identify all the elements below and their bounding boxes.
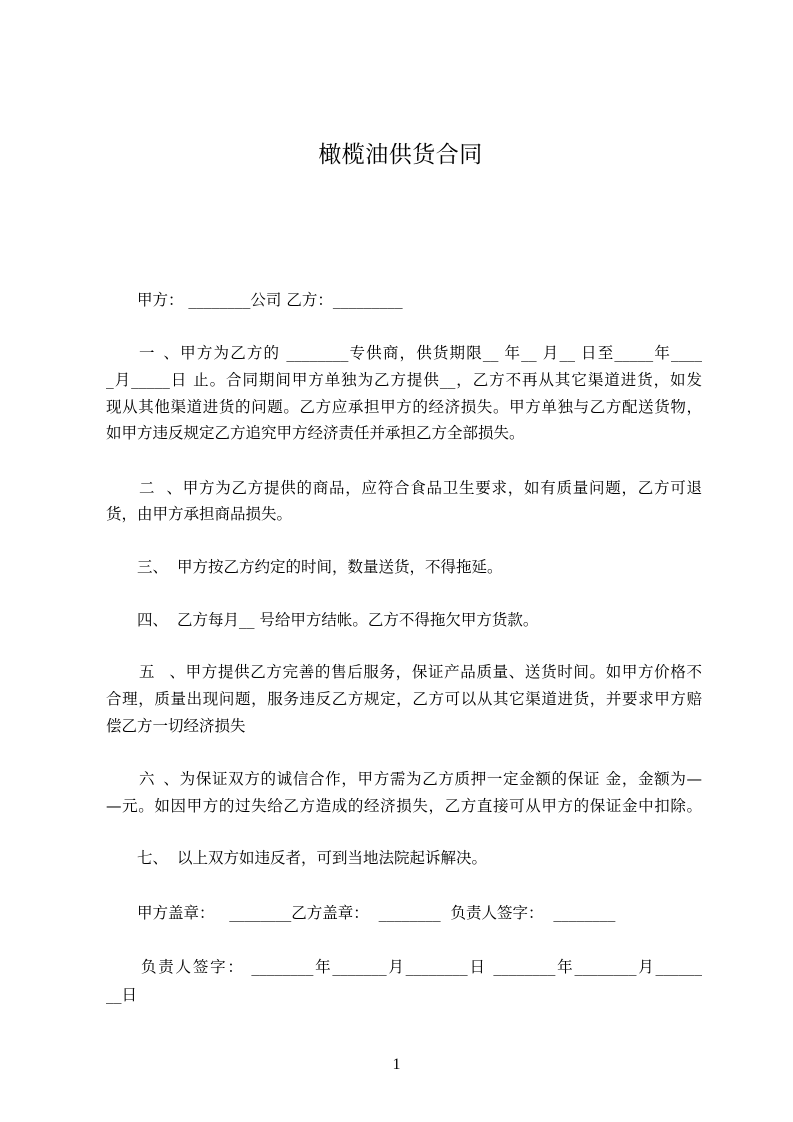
clause-first-line xyxy=(137,607,538,633)
signature-line: 甲方盖章： ________乙方盖章： ________ 负责人签字： ________ xyxy=(137,904,616,922)
date-line: 负责人签字： ________年_______月________日 ________年________月______ xyxy=(141,958,702,976)
clause-line: 偿乙方一切经济损失 xyxy=(106,717,246,735)
clause-first-line xyxy=(139,475,702,501)
clause-line: _月_____日 止。合同期间甲方单独为乙方提供__，乙方不再从其它渠道进货，如发 xyxy=(106,371,702,389)
clause-first-line xyxy=(137,845,487,871)
clause-first-line xyxy=(137,554,503,580)
clause-line: 现从其他渠道进货的问题。乙方应承担甲方的经济损失。甲方单独与乙方配送货物， xyxy=(106,398,702,416)
clause-text: 甲方为乙方提供的商品，应符合食品卫生要求，如有质量问题，乙方可退 xyxy=(182,479,702,497)
clause-text: 乙方每月__ 号给甲方结帐。乙方不得拖欠甲方货款。 xyxy=(177,611,539,629)
parties-line: 甲方： ________公司 乙方：_________ xyxy=(137,291,403,309)
clause-number: 三、 xyxy=(137,558,169,576)
clause-first-line xyxy=(139,659,702,685)
clause-text: 以上双方如违反者，可到当地法院起诉解决。 xyxy=(177,849,488,867)
clause-number: 五、 xyxy=(139,663,185,681)
page-number: 1 xyxy=(392,1056,401,1073)
clause-line: 如甲方违反规定乙方追究甲方经济责任并承担乙方全部损失。 xyxy=(106,424,525,442)
clause-number: 二、 xyxy=(139,479,182,497)
clause-number: 一、 xyxy=(139,344,179,362)
clause-text: 甲方提供乙方完善的售后服务，保证产品质量、送货时间。如甲方价格不 xyxy=(185,663,702,681)
clause-first-line xyxy=(139,340,702,366)
clause-line: 合理，质量出现问题，服务违反乙方规定，乙方可以从其它渠道进货，并要求甲方赔 xyxy=(106,690,702,708)
clause-line: —元。如因甲方的过失给乙方造成的经济损失，乙方直接可从甲方的保证金中扣除。 xyxy=(106,797,702,815)
clause-line: 货，由甲方承担商品损失。 xyxy=(106,505,293,523)
clause-first-line xyxy=(139,766,702,792)
date-line: __日 xyxy=(106,986,138,1004)
clause-number: 七、 xyxy=(137,849,169,867)
clause-text: 甲方按乙方约定的时间，数量送货，不得拖延。 xyxy=(177,558,503,576)
clause-text: 甲方为乙方的 ________专供商，供货期限__ 年__ 月__ 日至_____年____ xyxy=(179,344,702,362)
clause-text: 为保证双方的诚信合作，甲方需为乙方质押一定金额的保证 金，金额为— xyxy=(179,770,702,788)
clause-number: 四、 xyxy=(137,611,169,629)
clause-number: 六、 xyxy=(139,770,179,788)
document-title: 橄榄油供货合同 xyxy=(318,142,483,168)
